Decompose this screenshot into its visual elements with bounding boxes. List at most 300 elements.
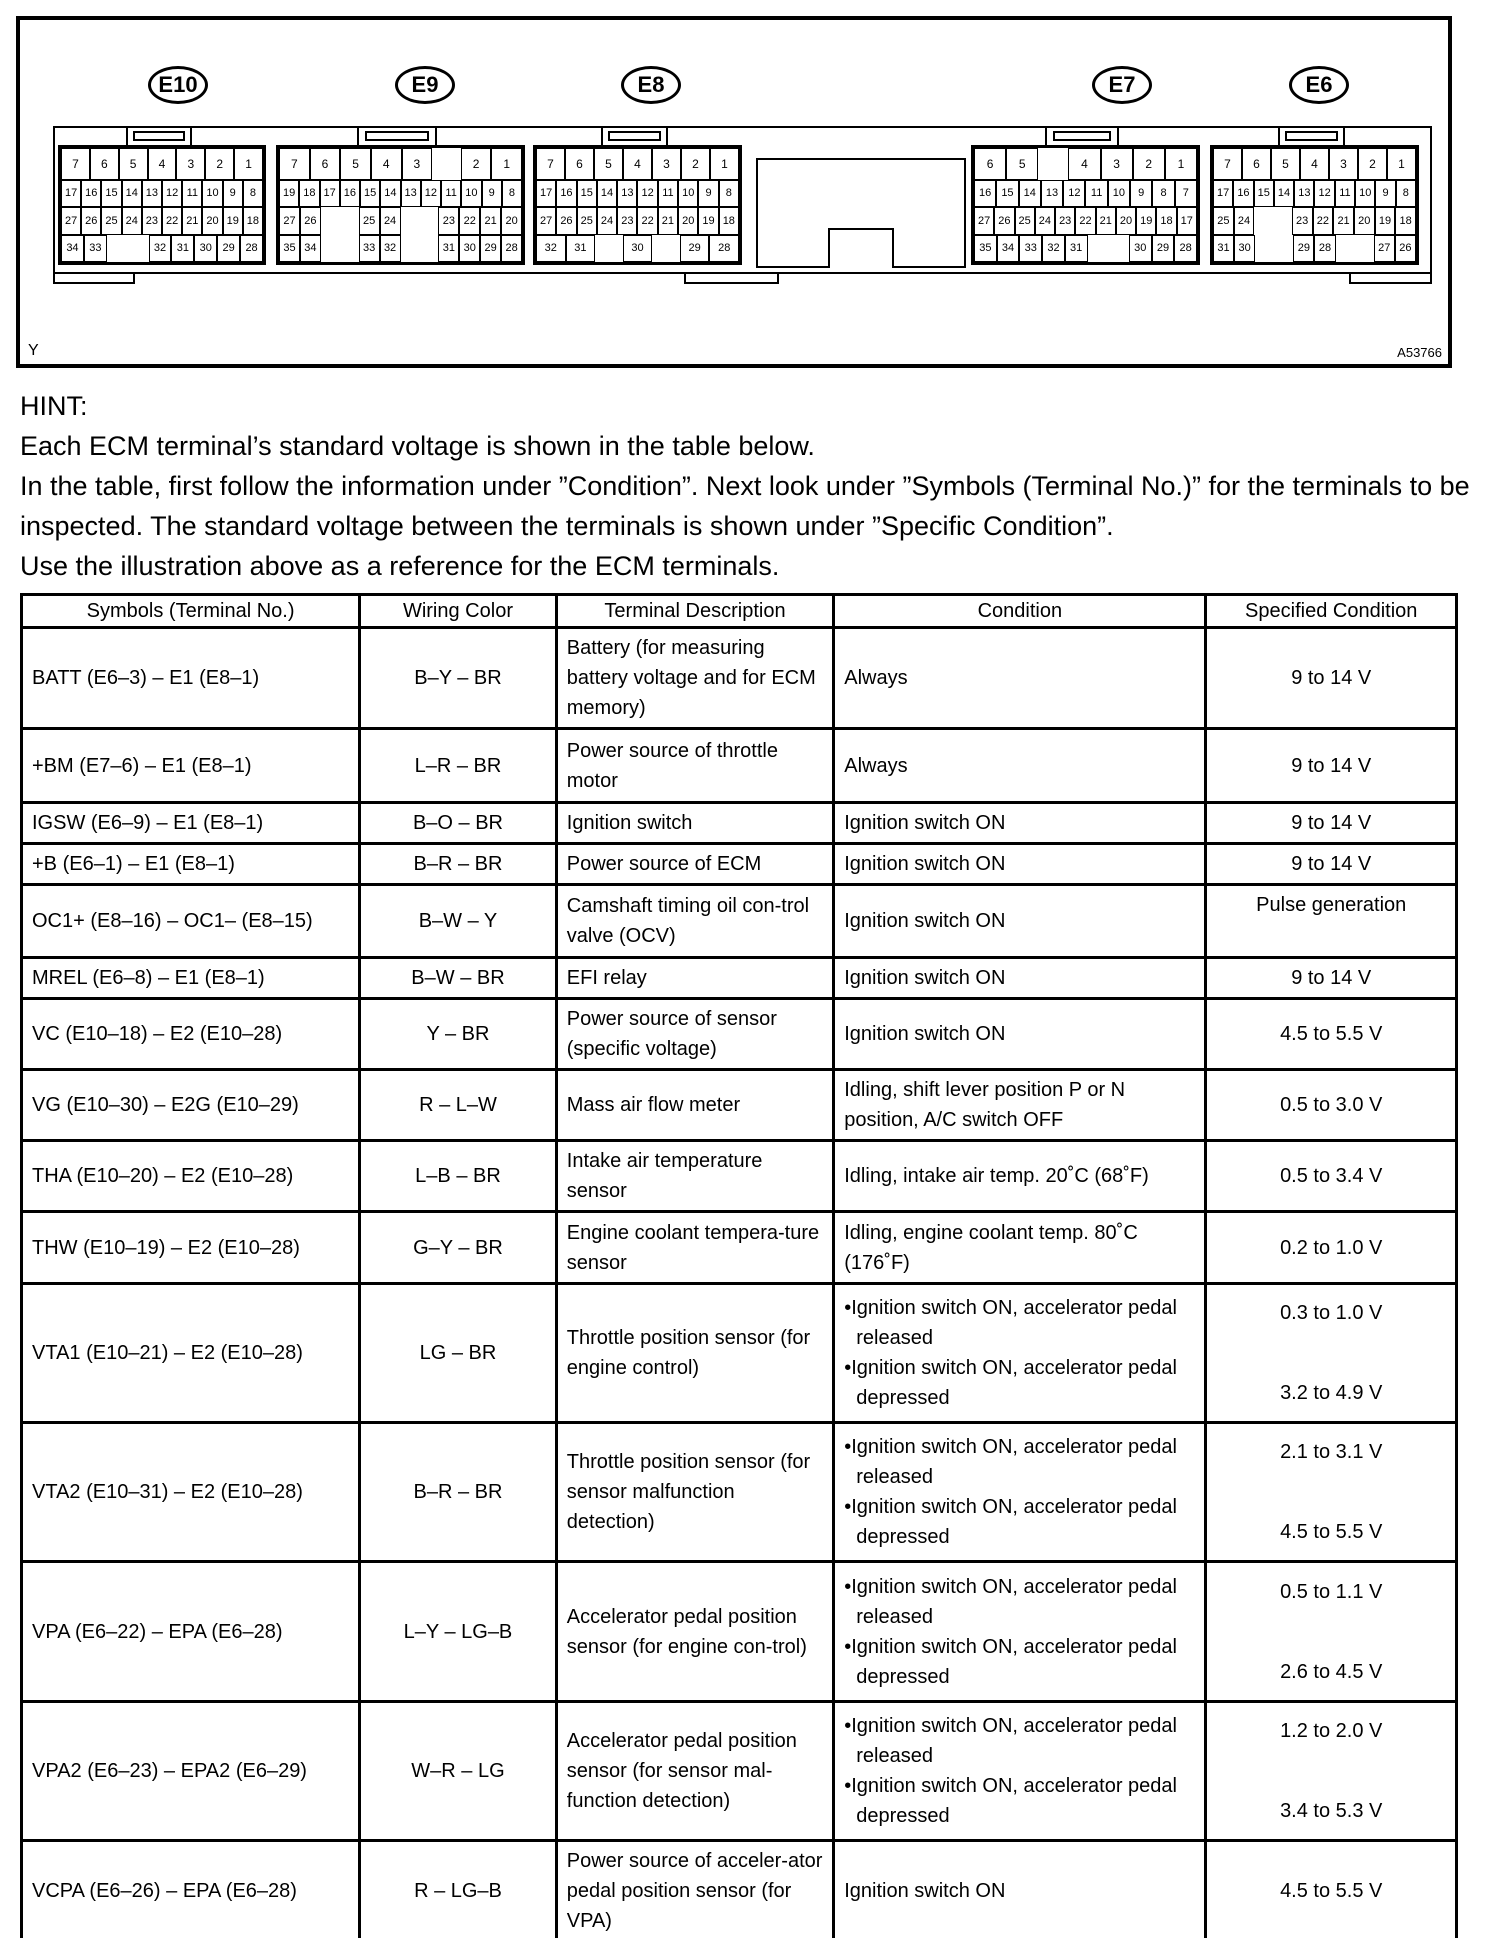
table-row	[22, 803, 1457, 844]
figure-corner-label: Y	[28, 342, 39, 359]
table-row	[22, 1702, 1457, 1841]
terminal-pin: 21	[1096, 207, 1116, 234]
terminal-pin: 6	[1242, 148, 1271, 180]
terminal-pin: 19	[1136, 207, 1156, 234]
pin-row	[279, 207, 522, 234]
blank-connector	[756, 158, 966, 268]
symbols-cell: VTA2 (E10–31) – E2 (E10–28)	[22, 1423, 360, 1562]
terminal-pin: 25	[1015, 207, 1035, 234]
terminal-pin: 7	[536, 148, 565, 180]
terminal-pin: 23	[1055, 207, 1075, 234]
wiring-color-cell: B–R – BR	[360, 844, 557, 885]
specified-condition-cell	[1206, 628, 1457, 729]
specified-condition-cell	[1206, 1702, 1457, 1841]
specified-condition-cell	[1206, 958, 1457, 999]
terminal-pin: 29	[1152, 235, 1175, 262]
condition-cell	[834, 1702, 1206, 1841]
condition-text: Ignition switch ON	[844, 1880, 1006, 1902]
terminal-pin: 27	[1374, 235, 1395, 262]
terminal-pin: 34	[300, 235, 321, 262]
description-cell: Camshaft timing oil con-trol valve (OCV)	[556, 885, 833, 958]
hint-line: Each ECM terminal’s standard voltage is shown in the table below.	[20, 431, 815, 461]
terminal-pin: 31	[1213, 235, 1234, 262]
symbols-cell: IGSW (E6–9) – E1 (E8–1)	[22, 803, 360, 844]
terminal-pin: 24	[122, 207, 142, 234]
housing-foot	[53, 272, 135, 284]
table-row	[22, 1562, 1457, 1702]
condition-cell	[834, 1562, 1206, 1702]
spec-value: 9 to 14 V	[1291, 853, 1372, 875]
spec-value: 9 to 14 V	[1291, 754, 1372, 777]
condition-cell	[834, 1070, 1206, 1141]
specified-condition-cell	[1206, 999, 1457, 1070]
pin-gap	[1273, 207, 1292, 234]
connector-e7	[971, 145, 1200, 265]
pin-gap	[128, 235, 149, 262]
ecm-connector-illustration	[16, 16, 1452, 368]
spec-value: 2.1 to 3.1 V	[1280, 1441, 1383, 1463]
terminal-pin: 26	[300, 207, 321, 234]
terminal-pin: 28	[501, 235, 522, 262]
spec-value: 3.4 to 5.3 V	[1280, 1800, 1383, 1822]
terminal-pin: 34	[997, 235, 1020, 262]
terminal-pin: 22	[1075, 207, 1095, 234]
terminal-pin: 24	[380, 207, 401, 234]
terminal-pin: 17	[1213, 180, 1233, 207]
terminal-voltage-table	[20, 593, 1458, 1938]
terminal-pin: 25	[101, 207, 121, 234]
condition-bullet: •Ignition switch ON, accelerator pedal depressed	[844, 1775, 1177, 1827]
spec-value: Pulse generation	[1256, 894, 1407, 916]
terminal-pin: 18	[719, 207, 739, 234]
terminal-pin: 10	[1108, 180, 1130, 207]
connector-tag-e10: E10	[148, 66, 208, 104]
terminal-pin: 13	[142, 180, 162, 207]
spec-value: 1.2 to 2.0 V	[1280, 1720, 1383, 1742]
pin-row	[279, 235, 522, 262]
condition-cell	[834, 958, 1206, 999]
pin-gap	[419, 235, 438, 262]
symbols-cell: VPA (E6–22) – EPA (E6–28)	[22, 1562, 360, 1702]
pin-gap	[419, 207, 438, 234]
terminal-pin: 5	[1006, 148, 1038, 180]
terminal-pin: 25	[577, 207, 597, 234]
condition-bullet: •Ignition switch ON, accelerator pedal depressed	[844, 1635, 1177, 1688]
wiring-color-cell: B–R – BR	[360, 1423, 557, 1562]
condition-bullet: •Ignition switch ON, accelerator pedal depressed	[844, 1357, 1177, 1409]
spec-value: 4.5 to 5.5 V	[1280, 1023, 1383, 1045]
terminal-pin: 15	[101, 180, 121, 207]
terminal-pin: 7	[61, 148, 90, 180]
condition-text: Always	[844, 754, 908, 777]
terminal-pin: 16	[974, 180, 996, 207]
terminal-pin: 5	[594, 148, 623, 180]
pin-gap	[595, 235, 623, 262]
terminal-pin: 31	[171, 235, 194, 262]
terminal-pin: 19	[223, 207, 243, 234]
terminal-pin: 21	[182, 207, 202, 234]
symbols-cell: +BM (E7–6) – E1 (E8–1)	[22, 729, 360, 803]
spec-value: 2.6 to 4.5 V	[1280, 1660, 1383, 1683]
terminal-pin: 23	[617, 207, 637, 234]
hint-section	[20, 386, 1470, 586]
terminal-pin: 22	[637, 207, 657, 234]
terminal-pin: 17	[536, 180, 556, 207]
connector-tag-e7: E7	[1092, 66, 1152, 104]
pin-gap	[1038, 148, 1068, 180]
terminal-pin: 10	[1355, 180, 1375, 207]
pin-row	[1213, 148, 1416, 180]
specified-condition-cell	[1206, 844, 1457, 885]
terminal-pin: 20	[501, 207, 522, 234]
table-row	[22, 1284, 1457, 1423]
terminal-pin: 30	[459, 235, 480, 262]
condition-cell	[834, 1212, 1206, 1284]
table-row	[22, 1423, 1457, 1562]
spec-value: 3.2 to 4.9 V	[1280, 1382, 1383, 1404]
terminal-pin: 5	[119, 148, 148, 180]
table-row	[22, 885, 1457, 958]
housing-foot	[1349, 272, 1432, 284]
terminal-pin: 17	[320, 180, 340, 207]
specified-condition-cell	[1206, 885, 1457, 958]
connector-tag-e6: E6	[1289, 66, 1349, 104]
wiring-color-cell: W–R – LG	[360, 1702, 557, 1841]
terminal-pin: 30	[1234, 235, 1255, 262]
terminal-pin: 21	[480, 207, 501, 234]
symbols-cell: MREL (E6–8) – E1 (E8–1)	[22, 958, 360, 999]
terminal-pin: 30	[623, 235, 653, 262]
terminal-pin: 3	[402, 148, 433, 180]
connector-latch	[601, 126, 668, 148]
description-cell: Power source of sensor (specific voltage)	[556, 999, 833, 1070]
pin-row	[1213, 207, 1416, 234]
terminal-pin: 20	[1116, 207, 1136, 234]
terminal-pin: 22	[1313, 207, 1334, 234]
pin-gap	[340, 207, 359, 234]
terminal-pin: 7	[1175, 180, 1197, 207]
terminal-pin: 1	[1165, 148, 1197, 180]
terminal-pin: 8	[719, 180, 739, 207]
connector-tag-e8: E8	[621, 66, 681, 104]
condition-cell	[834, 803, 1206, 844]
terminal-pin: 33	[84, 235, 107, 262]
condition-cell	[834, 1423, 1206, 1562]
terminal-pin: 22	[459, 207, 480, 234]
pin-gap	[401, 207, 420, 234]
description-cell: Ignition switch	[556, 803, 833, 844]
terminal-pin: 11	[1085, 180, 1107, 207]
terminal-pin: 23	[438, 207, 459, 234]
terminal-pin: 26	[1395, 235, 1416, 262]
condition-text: Always	[844, 667, 908, 689]
terminal-pin: 24	[1035, 207, 1055, 234]
wiring-color-cell: L–Y – LG–B	[360, 1562, 557, 1702]
header-condition: Condition	[834, 595, 1206, 628]
pin-gap	[1108, 235, 1129, 262]
header-specified-condition: Specified Condition	[1206, 595, 1457, 628]
terminal-pin: 2	[461, 148, 492, 180]
table-row	[22, 628, 1457, 729]
terminal-pin: 6	[974, 148, 1006, 180]
terminal-pin: 18	[299, 180, 319, 207]
terminal-pin: 8	[1396, 180, 1416, 207]
pin-row	[974, 180, 1197, 207]
pin-gap	[107, 235, 128, 262]
terminal-pin: 15	[996, 180, 1018, 207]
pin-row	[61, 148, 263, 180]
terminal-pin: 1	[710, 148, 739, 180]
spec-value: 4.5 to 5.5 V	[1280, 1521, 1383, 1543]
condition-cell	[834, 844, 1206, 885]
description-cell: Accelerator pedal position sensor (for engine con-trol)	[556, 1562, 833, 1702]
terminal-pin: 25	[1213, 207, 1234, 234]
terminal-pin: 13	[1041, 180, 1063, 207]
connector-latch	[1045, 126, 1119, 148]
pin-row	[1213, 180, 1416, 207]
terminal-pin: 9	[482, 180, 502, 207]
hint-line: In the table, first follow the information under ”Condition”. Next look under ”Symbols (Terminal No.)” for the terminals to be inspected. The standard voltage between the terminals is shown under ”Specific Condition”.	[20, 471, 1470, 541]
hint-title: HINT:	[20, 391, 88, 421]
terminal-pin: 27	[61, 207, 81, 234]
pin-row	[279, 148, 522, 180]
connector-tag-e9: E9	[395, 66, 455, 104]
terminal-pin: 9	[1375, 180, 1395, 207]
symbols-cell: VTA1 (E10–21) – E2 (E10–28)	[22, 1284, 360, 1423]
symbols-cell: OC1+ (E8–16) – OC1– (E8–15)	[22, 885, 360, 958]
terminal-pin: 15	[577, 180, 597, 207]
terminal-pin: 8	[243, 180, 263, 207]
terminal-pin: 14	[1274, 180, 1294, 207]
terminal-pin: 28	[1314, 235, 1335, 262]
terminal-pin: 31	[566, 235, 596, 262]
terminal-pin: 8	[502, 180, 522, 207]
terminal-pin: 12	[162, 180, 182, 207]
table-row	[22, 844, 1457, 885]
condition-cell	[834, 1284, 1206, 1423]
symbols-cell: THW (E10–19) – E2 (E10–28)	[22, 1212, 360, 1284]
pin-gap	[1274, 235, 1293, 262]
terminal-pin: 29	[480, 235, 501, 262]
terminal-pin: 32	[1042, 235, 1065, 262]
housing-foot	[684, 272, 779, 284]
hint-line: Use the illustration above as a reference for the ECM terminals.	[20, 551, 780, 581]
terminal-pin: 24	[1234, 207, 1255, 234]
condition-text: Ignition switch ON	[844, 967, 1006, 989]
terminal-pin: 10	[202, 180, 222, 207]
pin-row	[61, 207, 263, 234]
terminal-pin: 28	[240, 235, 263, 262]
table-row	[22, 1070, 1457, 1141]
terminal-pin: 11	[1335, 180, 1355, 207]
connector-e9	[276, 145, 525, 265]
specified-condition-cell	[1206, 729, 1457, 803]
condition-cell	[834, 729, 1206, 803]
description-cell: Intake air temperature sensor	[556, 1141, 833, 1212]
terminal-pin: 14	[122, 180, 142, 207]
connector-latch	[126, 126, 193, 148]
specified-condition-cell	[1206, 1284, 1457, 1423]
terminal-pin: 34	[61, 235, 84, 262]
terminal-pin: 20	[202, 207, 222, 234]
terminal-pin: 23	[1292, 207, 1313, 234]
terminal-pin: 29	[1293, 235, 1314, 262]
condition-text: Idling, engine coolant temp. 80˚C (176˚F)	[844, 1221, 1138, 1274]
table-row	[22, 958, 1457, 999]
terminal-pin: 33	[1019, 235, 1042, 262]
terminal-pin: 27	[974, 207, 994, 234]
terminal-pin: 14	[380, 180, 400, 207]
terminal-pin: 6	[565, 148, 594, 180]
description-cell: Accelerator pedal position sensor (for sensor mal-function detection)	[556, 1702, 833, 1841]
condition-cell	[834, 628, 1206, 729]
terminal-pin: 4	[1300, 148, 1329, 180]
pin-row	[536, 180, 739, 207]
connector-e6	[1210, 145, 1419, 265]
terminal-pin: 35	[974, 235, 997, 262]
condition-text: Ignition switch ON	[844, 812, 1006, 834]
pin-row	[61, 235, 263, 262]
specified-condition-cell	[1206, 1562, 1457, 1702]
specified-condition-cell	[1206, 1423, 1457, 1562]
terminal-pin: 5	[1271, 148, 1300, 180]
terminal-pin: 26	[994, 207, 1014, 234]
symbols-cell: VCPA (E6–26) – EPA (E6–28)	[22, 1841, 360, 1938]
pin-gap	[321, 207, 340, 234]
specified-condition-cell	[1206, 803, 1457, 844]
description-cell: Mass air flow meter	[556, 1070, 833, 1141]
terminal-pin: 35	[279, 235, 300, 262]
pin-row	[1213, 235, 1416, 262]
pin-gap	[401, 235, 420, 262]
condition-bullet: •Ignition switch ON, accelerator pedal released	[844, 1297, 1177, 1349]
terminal-pin: 26	[556, 207, 576, 234]
symbols-cell: VC (E10–18) – E2 (E10–28)	[22, 999, 360, 1070]
terminal-pin: 4	[371, 148, 402, 180]
wiring-color-cell: B–O – BR	[360, 803, 557, 844]
terminal-pin: 13	[1294, 180, 1314, 207]
table-row	[22, 729, 1457, 803]
connector-latch	[1278, 126, 1345, 148]
pin-gap	[1254, 207, 1273, 234]
description-cell: Battery (for measuring battery voltage and for ECM memory)	[556, 628, 833, 729]
terminal-pin: 17	[1177, 207, 1197, 234]
pin-row	[974, 207, 1197, 234]
terminal-pin: 8	[1152, 180, 1174, 207]
terminal-pin: 27	[279, 207, 300, 234]
terminal-pin: 19	[698, 207, 718, 234]
table-row	[22, 1212, 1457, 1284]
terminal-pin: 12	[1063, 180, 1085, 207]
description-cell: Power source of throttle motor	[556, 729, 833, 803]
terminal-pin: 14	[597, 180, 617, 207]
spec-value: 0.3 to 1.0 V	[1280, 1302, 1383, 1324]
pin-row	[279, 180, 522, 207]
terminal-pin: 27	[536, 207, 556, 234]
wiring-color-cell: G–Y – BR	[360, 1212, 557, 1284]
terminal-pin: 3	[652, 148, 681, 180]
terminal-pin: 20	[1354, 207, 1375, 234]
condition-bullet: •Ignition switch ON, accelerator pedal released	[844, 1715, 1177, 1767]
terminal-pin: 15	[1254, 180, 1274, 207]
wiring-color-cell: R – L–W	[360, 1070, 557, 1141]
connector-e8	[533, 145, 742, 265]
terminal-pin: 19	[1375, 207, 1396, 234]
terminal-pin: 18	[1395, 207, 1416, 234]
table-row	[22, 1841, 1457, 1938]
terminal-pin: 29	[680, 235, 710, 262]
terminal-pin: 1	[1387, 148, 1416, 180]
condition-cell	[834, 1841, 1206, 1938]
pin-gap	[652, 235, 680, 262]
pin-gap	[340, 235, 359, 262]
wiring-color-cell: L–R – BR	[360, 729, 557, 803]
connector-latch	[357, 126, 437, 148]
terminal-pin: 12	[1314, 180, 1334, 207]
terminal-pin: 1	[234, 148, 263, 180]
terminal-pin: 10	[461, 180, 481, 207]
specified-condition-cell	[1206, 1212, 1457, 1284]
header-wiring-color: Wiring Color	[360, 595, 557, 628]
terminal-pin: 14	[1019, 180, 1041, 207]
terminal-pin: 22	[162, 207, 182, 234]
terminal-pin: 32	[536, 235, 566, 262]
description-cell: Power source of ECM	[556, 844, 833, 885]
terminal-pin: 23	[142, 207, 162, 234]
terminal-pin: 7	[1213, 148, 1242, 180]
pin-row	[974, 148, 1197, 180]
terminal-pin: 32	[380, 235, 401, 262]
pin-gap	[432, 148, 461, 180]
terminal-pin: 3	[1101, 148, 1133, 180]
wiring-color-cell: B–Y – BR	[360, 628, 557, 729]
terminal-pin: 15	[360, 180, 380, 207]
pin-row	[536, 207, 739, 234]
terminal-pin: 9	[698, 180, 718, 207]
table-row	[22, 1141, 1457, 1212]
table-row	[22, 999, 1457, 1070]
terminal-pin: 2	[1133, 148, 1165, 180]
wiring-color-cell: LG – BR	[360, 1284, 557, 1423]
spec-value: 0.2 to 1.0 V	[1280, 1236, 1383, 1259]
terminal-pin: 31	[1065, 235, 1088, 262]
symbols-cell: THA (E10–20) – E2 (E10–28)	[22, 1141, 360, 1212]
terminal-pin: 21	[658, 207, 678, 234]
terminal-pin: 7	[279, 148, 310, 180]
spec-value: 0.5 to 3.4 V	[1280, 1165, 1383, 1187]
terminal-pin: 28	[1174, 235, 1197, 262]
spec-value: 9 to 14 V	[1291, 967, 1372, 989]
pin-gap	[1088, 235, 1109, 262]
symbols-cell: BATT (E6–3) – E1 (E8–1)	[22, 628, 360, 729]
pin-gap	[321, 235, 340, 262]
terminal-pin: 6	[90, 148, 119, 180]
spec-value: 9 to 14 V	[1291, 667, 1372, 689]
terminal-pin: 16	[556, 180, 576, 207]
spec-value: 0.5 to 1.1 V	[1280, 1580, 1383, 1603]
condition-cell	[834, 1141, 1206, 1212]
terminal-pin: 10	[678, 180, 698, 207]
condition-text: Ignition switch ON	[844, 853, 1006, 875]
terminal-pin: 3	[176, 148, 205, 180]
description-cell: Power source of acceler-ator pedal position sensor (for VPA)	[556, 1841, 833, 1938]
wiring-color-cell: B–W – BR	[360, 958, 557, 999]
terminal-pin: 6	[310, 148, 341, 180]
pin-row	[536, 235, 739, 262]
pin-gap	[1255, 235, 1274, 262]
terminal-pin: 4	[148, 148, 177, 180]
wiring-color-cell: L–B – BR	[360, 1141, 557, 1212]
